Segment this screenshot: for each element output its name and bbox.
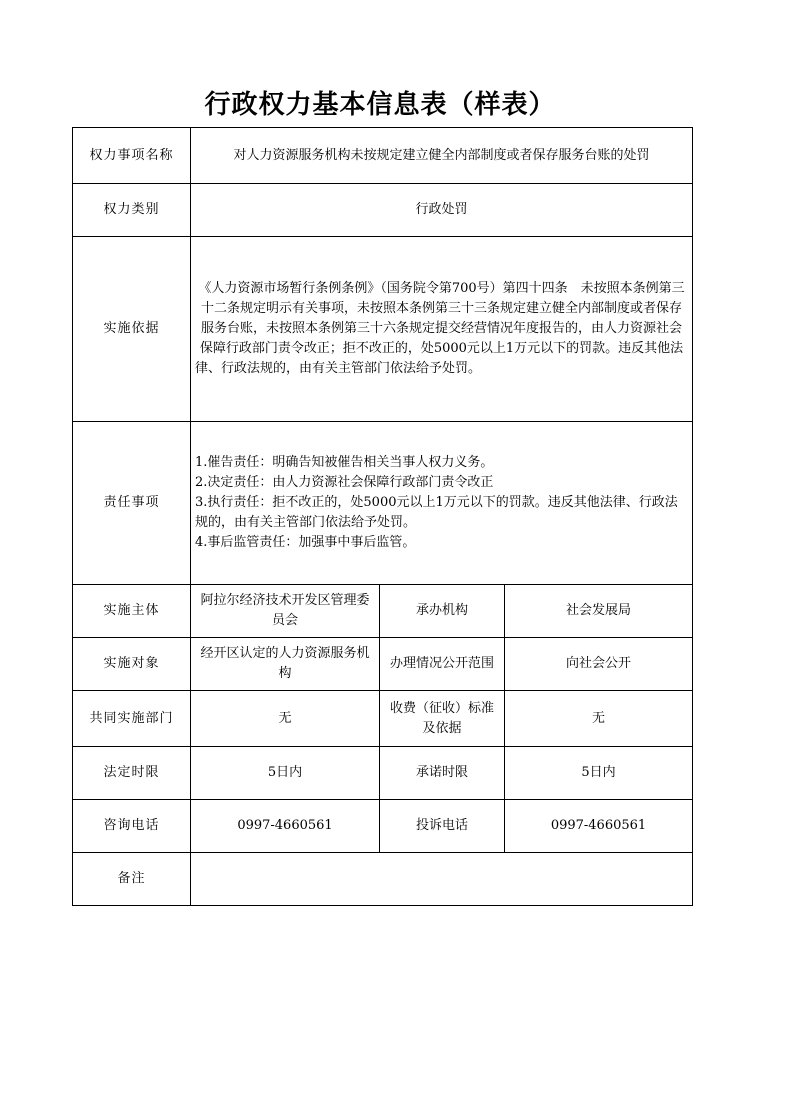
promised-time-limit-label: 承诺时限 — [380, 747, 505, 800]
row-category — [73, 184, 693, 237]
promised-time-limit-value: 5日内 — [505, 747, 693, 800]
complaint-phone-label: 投诉电话 — [380, 800, 505, 853]
responsibility-item: 1.催告责任：明确告知被催告相关当事人权力义务。 — [195, 455, 494, 470]
joint-dept-label: 共同实施部门 — [73, 691, 191, 747]
disclosure-scope-label: 办理情况公开范围 — [380, 638, 505, 691]
handling-agency-label: 承办机构 — [380, 585, 505, 638]
handling-agency-value: 社会发展局 — [505, 585, 693, 638]
row-subject — [73, 585, 693, 638]
consult-phone-value: 0997-4660561 — [191, 800, 380, 853]
basis-label: 实施依据 — [73, 237, 191, 422]
target-label: 实施对象 — [73, 638, 191, 691]
row-joint — [73, 691, 693, 747]
basis-value: 《人力资源市场暂行条例条例》（国务院令第700号）第四十四条 未按照本条例第三十二条规定明示有关事项，未按照本条例第三十三条规定建立健全内部制度或者保存服务台账，未按照本条例第三十六条规定提交经营情况年度报告的，由人力资源社会保障行政部门责令改正；拒不改正的，处5000元以上1万元以下的罚款。违反其他法律、行政法规的，由有关主管部门依法给予处罚。 — [191, 237, 693, 422]
subject-value: 阿拉尔经济技术开发区管理委员会 — [191, 585, 380, 638]
legal-time-limit-label: 法定时限 — [73, 747, 191, 800]
responsibility-label: 责任事项 — [73, 422, 191, 585]
subject-label: 实施主体 — [73, 585, 191, 638]
category-value: 行政处罚 — [191, 184, 693, 237]
disclosure-scope-value: 向社会公开 — [505, 638, 693, 691]
item-name-value: 对人力资源服务机构未按规定建立健全内部制度或者保存服务台账的处罚 — [191, 128, 693, 184]
item-name-label: 权力事项名称 — [73, 128, 191, 184]
remarks-value — [191, 853, 693, 906]
responsibility-item: 2.决定责任：由人力资源社会保障行政部门责令改正 — [195, 475, 494, 490]
responsibility-item: 3.执行责任：拒不改正的，处5000元以上1万元以下的罚款。违反其他法律、行政法规的，由有关主管部门依法给予处罚。 — [195, 495, 678, 530]
legal-time-limit-value: 5日内 — [191, 747, 380, 800]
responsibility-list — [191, 422, 693, 585]
row-remarks — [73, 853, 693, 906]
info-table — [72, 127, 693, 906]
fee-standard-value: 无 — [505, 691, 693, 747]
row-target — [73, 638, 693, 691]
target-value: 经开区认定的人力资源服务机构 — [191, 638, 380, 691]
category-label: 权力类别 — [73, 184, 191, 237]
complaint-phone-value: 0997-4660561 — [505, 800, 693, 853]
row-basis — [73, 237, 693, 422]
row-item-name — [73, 128, 693, 184]
joint-dept-value: 无 — [191, 691, 380, 747]
fee-standard-label: 收费（征收）标准及依据 — [380, 691, 505, 747]
remarks-label: 备注 — [73, 853, 191, 906]
consult-phone-label: 咨询电话 — [73, 800, 191, 853]
responsibility-item: 4.事后监管责任：加强事中事后监管。 — [195, 535, 416, 550]
row-time-limit — [73, 747, 693, 800]
page-title: 行政权力基本信息表（样表） — [204, 90, 556, 120]
row-responsibility — [73, 422, 693, 585]
row-phone — [73, 800, 693, 853]
